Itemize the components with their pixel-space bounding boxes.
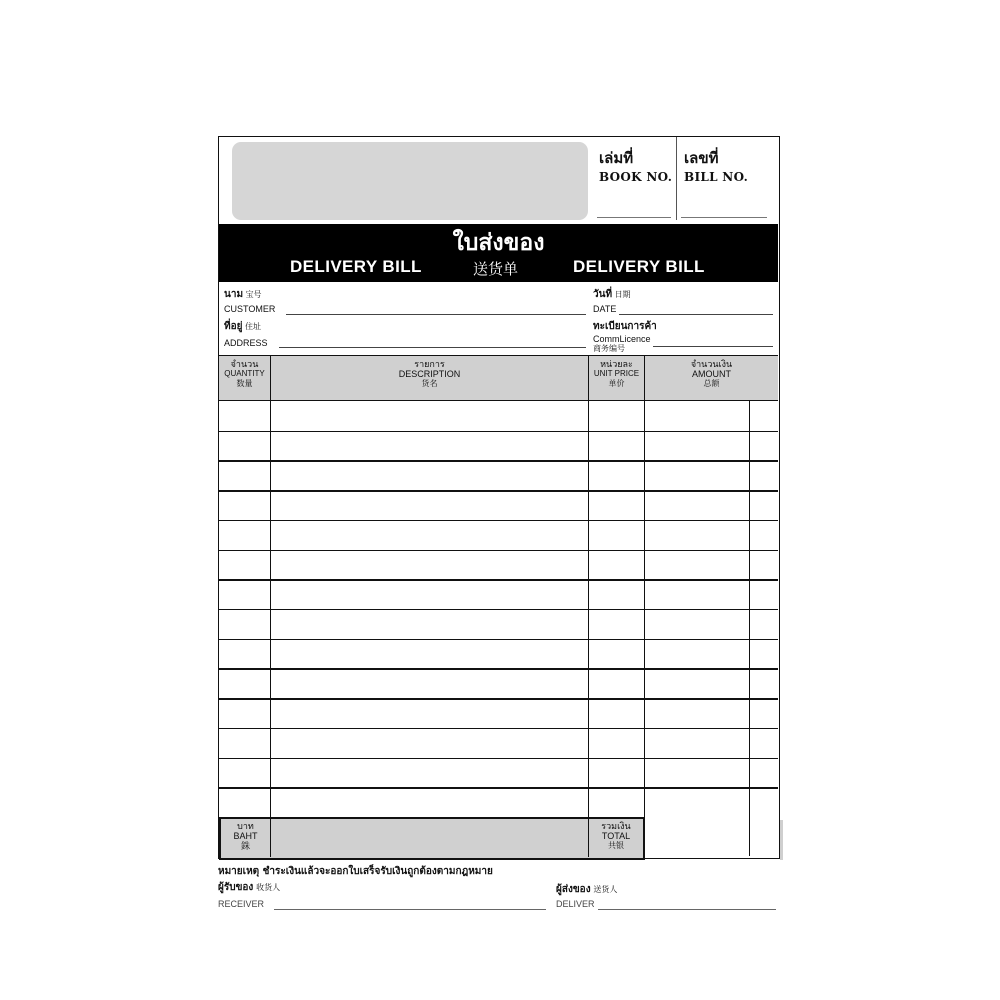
book-no-thai: เล่มที่ bbox=[599, 149, 634, 167]
header-divider bbox=[676, 137, 677, 220]
bill-no-label: BILL NO. bbox=[684, 170, 749, 184]
date-en: DATE bbox=[593, 304, 617, 314]
date-line bbox=[619, 314, 773, 315]
address-en: ADDRESS bbox=[224, 338, 268, 348]
total-divider-left bbox=[270, 819, 271, 857]
logo-placeholder bbox=[232, 142, 588, 220]
total-label: รวมเงิน TOTAL 共银 bbox=[601, 821, 631, 850]
deliver-line bbox=[598, 909, 776, 910]
licence-line bbox=[653, 346, 773, 347]
table-header bbox=[219, 355, 778, 401]
table-row[interactable] bbox=[219, 758, 778, 788]
table-row[interactable] bbox=[219, 520, 778, 550]
table-row[interactable] bbox=[219, 550, 778, 580]
table-row[interactable] bbox=[219, 639, 778, 669]
date-label: วันที่ 日期 bbox=[593, 289, 631, 300]
licence-cn: 商务编号 bbox=[593, 344, 625, 353]
licence-en: CommLicence bbox=[593, 334, 651, 344]
receiver-label: ผู้รับของ 收货人 bbox=[218, 882, 281, 893]
title-cn: 送货单 bbox=[473, 260, 519, 278]
table-row[interactable] bbox=[219, 460, 778, 490]
table-row[interactable] bbox=[219, 668, 778, 698]
customer-line bbox=[286, 314, 586, 315]
total-row bbox=[219, 817, 645, 860]
table-row[interactable] bbox=[219, 401, 778, 431]
table-row[interactable] bbox=[219, 579, 778, 609]
col-unit-price: หน่วยละ UNIT PRICE 单价 bbox=[593, 359, 640, 388]
receiver-line bbox=[274, 909, 546, 910]
delivery-bill-form bbox=[218, 136, 780, 859]
deliver-en: DELIVER bbox=[556, 899, 595, 909]
book-no-line bbox=[597, 217, 671, 218]
bill-no-thai: เลขที่ bbox=[684, 149, 719, 167]
table-row[interactable] bbox=[219, 698, 778, 728]
col-quantity: จำนวน QUANTITY 数量 bbox=[224, 359, 265, 388]
title-en-right: DELIVERY BILL bbox=[573, 257, 705, 276]
licence-thai: ทะเบียนการค้า bbox=[593, 321, 657, 332]
table-row[interactable] bbox=[219, 609, 778, 639]
address-line bbox=[279, 347, 586, 348]
table-row[interactable] bbox=[219, 787, 778, 817]
table-row[interactable] bbox=[219, 728, 778, 758]
col-description: รายการ DESCRIPTION 货名 bbox=[398, 359, 461, 388]
bill-no-line bbox=[681, 217, 767, 218]
total-shadow bbox=[780, 820, 783, 860]
book-no-label: BOOK NO. bbox=[599, 170, 673, 184]
customer-en: CUSTOMER bbox=[224, 304, 276, 314]
title-banner bbox=[219, 224, 778, 282]
receiver-en: RECEIVER bbox=[218, 899, 265, 909]
deliver-label: ผู้ส่งของ 送货人 bbox=[556, 884, 618, 895]
col-amount: จำนวนเงิน AMOUNT 总额 bbox=[690, 359, 733, 388]
table-row[interactable] bbox=[219, 490, 778, 520]
footer-note: หมายเหตุ ชำระเงินแล้วจะออกใบเสร็จรับเงินถูกต้องตามกฎหมาย bbox=[218, 866, 493, 877]
title-en-left: DELIVERY BILL bbox=[290, 257, 422, 276]
table-row[interactable] bbox=[219, 431, 778, 461]
baht-label: บาท BAHT 銖 bbox=[233, 821, 258, 851]
customer-label: นาม 宝号 bbox=[224, 289, 262, 300]
title-thai: ใบส่งของ bbox=[452, 229, 545, 256]
address-label: ที่อยู่ 住址 bbox=[224, 321, 261, 332]
